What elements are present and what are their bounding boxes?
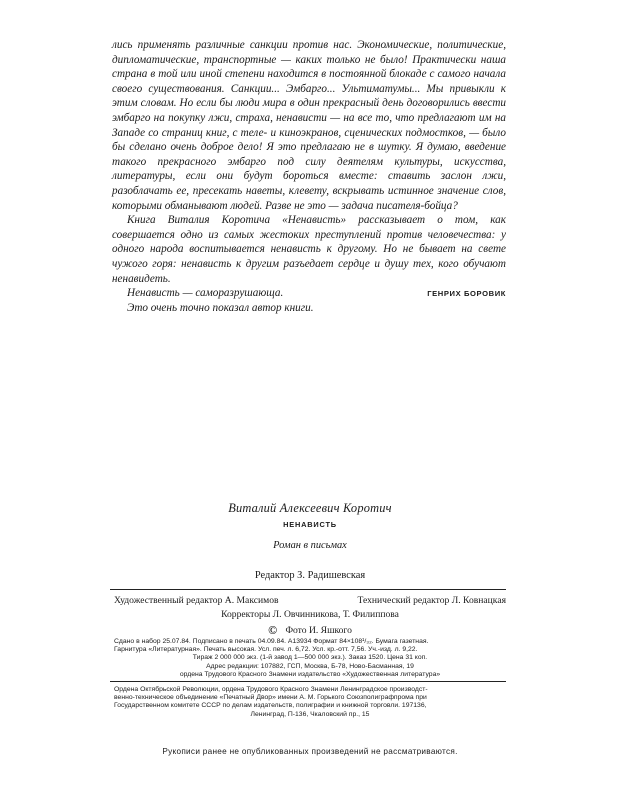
imprint-title: НЕНАВИСТЬ	[283, 520, 337, 529]
afterword-paragraph: Ненависть — саморазрушающа.	[127, 287, 284, 300]
photo-credit	[110, 622, 510, 637]
credits-editors-row	[114, 595, 506, 606]
afterword-paragraph: лись применять различные санкции против нас. Экономические, политические, дипломатические, транспортные — каких только не было! Практически наша страна в той или иной степени находится в постоянной блокаде с самого начала своего существования. Санкции... Эмбарго... Ультиматумы... Мы привыкли к этим словам. Но если бы люди мира в один прекрасный день договорились ввести эмбарго на покупку лжи, страха, ненависти — на все то, что предлагают им на Западе со страниц книг, с теле- и киноэкранов, сценических подмостков, — было бы сделано очень доброе дело! Я это предлагаю не в шутку. Я думаю, введение такого прекрасного эмбарго под силу деятелям культуры, искусства, литературы, если они будут бороться вместе: ставить заслон лжи, разоблачать ее, пресекать наветы, клевету, вскрывать истинное значение слов, которыми обманывают людей. Разве не это — задача писателя-бойца?	[112, 39, 506, 212]
divider-rule	[110, 589, 506, 590]
imprint-genre: Роман в письмах	[273, 540, 347, 551]
tech-line: Тираж 2 000 000 экз. (1-й завод 1—500 000 экз.). Заказ 1520. Цена 31 коп.	[192, 654, 428, 662]
afterword-paragraph: Книга Виталия Коротича «Ненависть» рассказывает о том, как совершается одно из самых жестоких преступлений против человечества: у одного народа воспитывается ненависть к другому. Но не бывает на свете чужого горя: ненависть к другим разъедает сердце и душу тех, кого обучают ненавидеть.	[112, 214, 506, 285]
tech-editor: Технический редактор Л. Ковнацкая	[357, 595, 506, 606]
printer-line: Государственном комитете СССР по делам издательств, полиграфии и книжной торговли. 197136,	[114, 702, 427, 710]
copyright-icon: ©	[268, 623, 278, 637]
imprint-editor: Редактор З. Радишевская	[254, 570, 366, 581]
printer-line: венно-техническое объединение «Печатный Двор» имени А. М. Горького Союзполиграфпрома при	[114, 694, 427, 702]
afterword-signature: ГЕНРИХ БОРОВИК	[427, 289, 506, 298]
tech-line: Сдано в набор 25.07.84. Подписано в печать 04.09.84. А13934 Формат 84×108¹/₃₂. Бумага газетная.	[114, 638, 429, 645]
manuscripts-notice: Рукописи ранее не опубликованных произведений не рассматриваются.	[162, 747, 458, 756]
afterword-paragraph: Это очень точно показал автор книги.	[127, 301, 314, 314]
technical-data	[114, 638, 506, 679]
photo-credit-text: Фото И. Яшкого	[285, 625, 352, 636]
divider-rule	[110, 681, 506, 682]
imprint-author: Виталий Алексеевич Коротич	[228, 501, 392, 515]
printer-line: Ленинград, П-136, Чкаловский пр., 15	[250, 710, 370, 718]
printer-info	[114, 686, 506, 719]
tech-line: Гарнитура «Литературная». Печать высокая. Усл. печ. л. 6,72. Усл. кр.-отт. 7,56. Уч.-изд. л. 9,22.	[114, 646, 418, 654]
proofreaders: Корректоры Л. Овчинникова, Т. Филиппова	[221, 609, 399, 620]
afterword-text	[112, 38, 506, 315]
tech-line: ордена Трудового Красного Знамени издательство «Художественная литература»	[179, 670, 441, 678]
art-editor: Художественный редактор А. Максимов	[114, 595, 279, 606]
printer-line: Ордена Октябрьской Революции, ордена Трудового Красного Знамени Ленинградское производст-	[114, 686, 428, 693]
tech-line: Адрес редакции: 107882, ГСП, Москва, Б-78, Ново-Басманная, 19	[206, 662, 414, 670]
